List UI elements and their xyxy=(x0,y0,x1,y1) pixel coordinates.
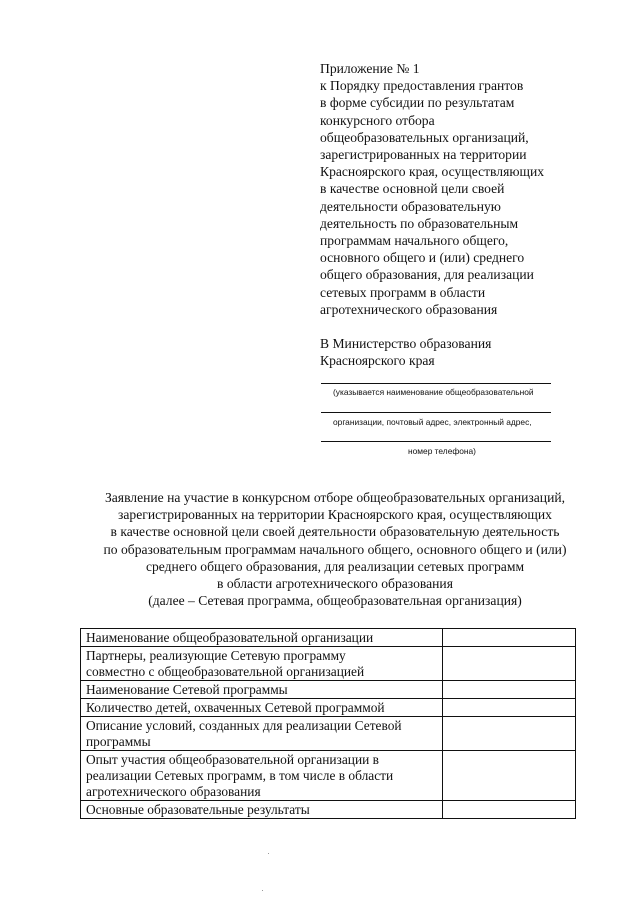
row-label-line: Количество детей, охваченных Сетевой программой xyxy=(86,700,385,715)
row-label-line: Партнеры, реализующие Сетевую программу xyxy=(86,648,346,663)
title-line: зарегистрированных на территории Красноярского края, осуществляющих xyxy=(118,507,552,523)
fill-line-2[interactable] xyxy=(321,412,551,413)
row-label xyxy=(81,717,443,751)
fill-hint-3: номер телефона) xyxy=(408,446,476,456)
appendix-line: агротехнического образования xyxy=(320,301,498,317)
appendix-line: программам начального общего, xyxy=(320,233,509,249)
appendix-line: общеобразовательных организаций, xyxy=(320,129,529,145)
row-label xyxy=(81,751,443,801)
row-value-cell[interactable] xyxy=(442,751,575,801)
fill-line-3[interactable] xyxy=(321,441,551,442)
table-row xyxy=(81,629,576,647)
title-line: в области агротехнического образования xyxy=(217,576,453,592)
appendix-line: общего образования, для реализации xyxy=(320,267,534,283)
row-value-cell[interactable] xyxy=(442,801,575,819)
title-line: в качестве основной цели своей деятельности образовательную деятельность xyxy=(110,524,560,540)
appendix-header xyxy=(320,60,620,318)
row-label xyxy=(81,629,443,647)
table-row xyxy=(81,717,576,751)
row-label xyxy=(81,647,443,681)
table-row xyxy=(81,699,576,717)
table-row xyxy=(81,647,576,681)
appendix-line: деятельность по образовательным xyxy=(320,215,519,231)
row-label xyxy=(81,681,443,699)
row-label-line: Описание условий, созданных для реализации Сетевой xyxy=(86,718,402,733)
appendix-line: в качестве основной цели своей xyxy=(320,181,505,197)
row-label-line: Основные образовательные результаты xyxy=(86,802,310,817)
appendix-line: в форме субсидии по результатам xyxy=(320,95,515,111)
scan-speck xyxy=(262,890,263,891)
fill-hint-1: (указывается наименование общеобразовательной xyxy=(333,387,534,397)
appendix-line: конкурсного отбора xyxy=(320,112,435,128)
appendix-line: Красноярского края, осуществляющих xyxy=(320,164,545,180)
row-value-cell[interactable] xyxy=(442,717,575,751)
table-row xyxy=(81,681,576,699)
row-label-line: Опыт участия общеобразовательной организации в xyxy=(86,752,379,767)
title-line: среднего общего образования, для реализации сетевых программ xyxy=(145,558,525,574)
scan-speck xyxy=(268,853,269,854)
row-label-line: Наименование общеобразовательной организации xyxy=(86,630,374,645)
row-label-line: совместно с общеобразовательной организацией xyxy=(86,664,365,679)
appendix-line: к Порядку предоставления грантов xyxy=(320,78,524,94)
application-title xyxy=(40,489,630,609)
row-value-cell[interactable] xyxy=(442,681,575,699)
row-label-line: Наименование Сетевой программы xyxy=(86,682,288,697)
application-form-table xyxy=(80,628,576,819)
row-label xyxy=(81,801,443,819)
appendix-line: деятельности образовательную xyxy=(320,198,501,214)
row-label-line: реализации Сетевых программ, в том числе в области xyxy=(86,768,394,783)
row-value-cell[interactable] xyxy=(442,629,575,647)
title-line: Заявление на участие в конкурсном отборе общеобразовательных организаций, xyxy=(104,490,566,505)
table-row xyxy=(81,801,576,819)
addressee-block xyxy=(320,335,620,369)
row-value-cell[interactable] xyxy=(442,699,575,717)
table-row xyxy=(81,751,576,801)
row-label-line: программы xyxy=(86,734,151,749)
appendix-line: Приложение № 1 xyxy=(320,61,420,76)
title-line: по образовательным программам начального общего, основного общего и (или) xyxy=(103,541,567,557)
addressee-line: Красноярского края xyxy=(320,353,435,369)
row-label-line: агротехнического образования xyxy=(86,784,261,799)
row-label xyxy=(81,699,443,717)
fill-line-1[interactable] xyxy=(321,383,551,384)
row-value-cell[interactable] xyxy=(442,647,575,681)
fill-hint-2: организации, почтовый адрес, электронный адрес, xyxy=(333,417,532,427)
title-line: (далее – Сетевая программа, общеобразовательная организация) xyxy=(148,593,522,609)
appendix-line: основного общего и (или) среднего xyxy=(320,250,525,266)
appendix-line: зарегистрированных на территории xyxy=(320,147,527,163)
addressee-line: В Министерство образования xyxy=(320,336,492,351)
appendix-line: сетевых программ в области xyxy=(320,284,486,300)
